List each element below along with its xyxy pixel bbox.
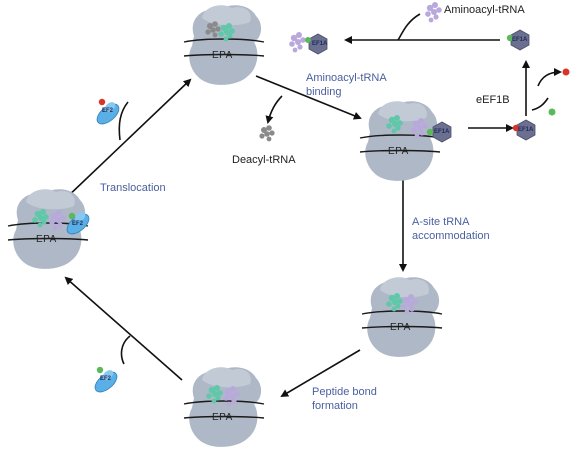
epa-label-left: EPA xyxy=(36,234,57,245)
trna-icon xyxy=(259,125,274,141)
translocation-label: Translocation xyxy=(100,182,166,194)
peptide-bond-label-line2: formation xyxy=(312,400,358,412)
ef2-label-gdp: EF2 xyxy=(102,108,114,114)
ribosome-icon xyxy=(184,367,264,447)
ribosome-top xyxy=(184,5,264,85)
ribosome-icon xyxy=(360,101,440,181)
asite-label-line1: A-site tRNA xyxy=(412,216,470,228)
ef2-label-gtp: EF2 xyxy=(100,376,112,382)
ribosome-bottom xyxy=(184,367,264,447)
gdp-dot-icon xyxy=(563,69,570,76)
aminoacyl-binding-label-line2: binding xyxy=(306,86,342,98)
aminoacyl-trna-label: Aminoacyl-tRNA xyxy=(444,4,525,16)
eef1b-label: eEF1B xyxy=(476,94,510,106)
ef1a-label-ribosome: EF1A xyxy=(434,129,450,135)
gdp-dot-icon xyxy=(99,99,105,105)
ribosome-left xyxy=(8,189,92,269)
gtp-dot-icon xyxy=(549,109,556,116)
arrow-ef2-leave xyxy=(119,102,128,140)
ribosome-icon xyxy=(362,277,442,357)
arrow-ef2-join xyxy=(122,336,130,364)
deacyl-trna xyxy=(259,125,274,141)
trna-icon xyxy=(425,2,442,22)
gtp-dot-icon xyxy=(97,367,103,373)
arrow-aminoacyl-entry xyxy=(398,14,420,40)
trna-icon xyxy=(289,32,306,52)
aminoacyl-binding-label-line1: Aminoacyl-tRNA xyxy=(306,72,387,84)
ef1a-label-gdp: EF1A xyxy=(518,127,534,133)
ribosome-right xyxy=(360,101,451,181)
ef1a-label-ternary: EF1A xyxy=(312,41,328,47)
arrow-gdp-exit xyxy=(538,72,560,86)
gtp-dot-icon xyxy=(427,129,433,135)
epa-label-top: EPA xyxy=(212,50,233,61)
incoming-aminoacyl-trna xyxy=(425,2,442,22)
arrow-gtp-join xyxy=(532,98,548,110)
arrow-deacyl-exit xyxy=(268,96,282,122)
ef1a-label-gtp: EF1A xyxy=(512,37,528,43)
gtp-dot-icon xyxy=(305,37,311,43)
epa-label-right: EPA xyxy=(388,146,409,157)
deacyl-trna-label: Deacyl-tRNA xyxy=(232,154,296,166)
asite-label-line2: accommodation xyxy=(412,230,490,242)
epa-label-lower-right: EPA xyxy=(390,322,411,333)
gtp-dot-icon xyxy=(69,213,75,219)
peptide-bond-label-line1: Peptide bond xyxy=(312,386,377,398)
arrow-return-to-translocation xyxy=(66,278,182,380)
epa-label-bottom: EPA xyxy=(212,412,233,423)
ribosome-lower-right xyxy=(362,277,442,357)
ef2-label-ribosome: EF2 xyxy=(72,221,84,227)
ribosome-icon xyxy=(184,5,264,85)
